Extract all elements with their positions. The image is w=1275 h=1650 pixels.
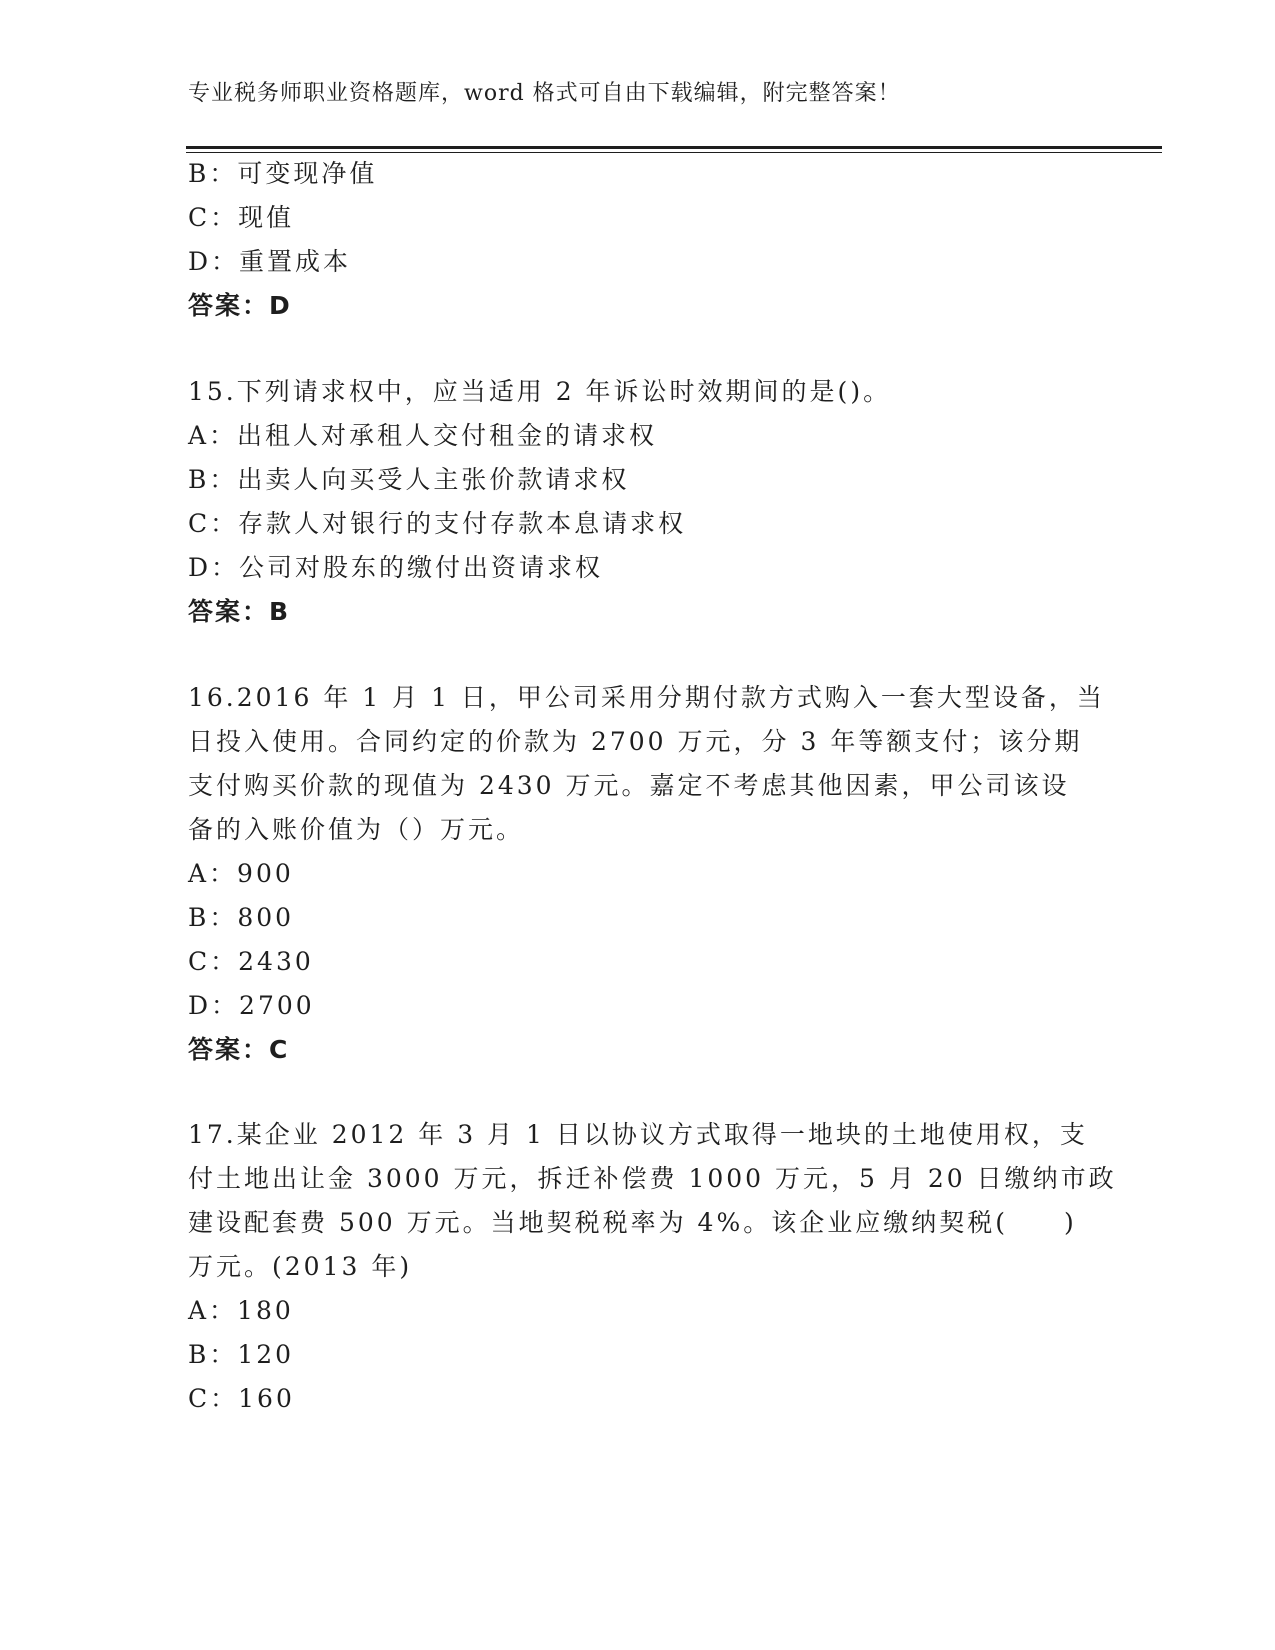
q15-option-d: D：公司对股东的缴付出资请求权 bbox=[188, 553, 604, 582]
q17-option-c: C：160 bbox=[188, 1384, 295, 1413]
q14-option-c: C：现值 bbox=[188, 203, 295, 232]
q16-option-a: A：900 bbox=[188, 859, 294, 888]
q16-stem-line-3: 支付购买价款的现值为 2430 万元。嘉定不考虑其他因素，甲公司该设 bbox=[188, 771, 1070, 800]
q16-option-d: D：2700 bbox=[188, 991, 315, 1020]
q14-answer: 答案：D bbox=[188, 291, 292, 320]
q17-stem-line-2: 付土地出让金 3000 万元，拆迁补偿费 1000 万元，5 月 20 日缴纳市政 bbox=[188, 1164, 1117, 1193]
q17-option-b: B：120 bbox=[188, 1340, 295, 1369]
q14-option-b: B：可变现净值 bbox=[188, 159, 378, 188]
q15-option-a: A：出租人对承租人交付租金的请求权 bbox=[188, 421, 658, 450]
q16-stem-line-2: 日投入使用。合同约定的价款为 2700 万元，分 3 年等额支付；该分期 bbox=[188, 727, 1083, 756]
page-header: 专业税务师职业资格题库，word 格式可自由下载编辑，附完整答案！ bbox=[188, 81, 901, 106]
q15-stem: 15.下列请求权中，应当适用 2 年诉讼时效期间的是()。 bbox=[188, 377, 892, 406]
q16-answer: 答案：C bbox=[188, 1035, 290, 1064]
q16-option-c: C：2430 bbox=[188, 947, 314, 976]
header-rule-thick bbox=[186, 146, 1162, 149]
q17-stem-line-1: 17.某企业 2012 年 3 月 1 日以协议方式取得一地块的土地使用权，支 bbox=[188, 1120, 1088, 1149]
q15-option-b: B：出卖人向买受人主张价款请求权 bbox=[188, 465, 630, 494]
q16-stem-line-1: 16.2016 年 1 月 1 日，甲公司采用分期付款方式购入一套大型设备，当 bbox=[188, 683, 1105, 712]
q17-stem-line-3: 建设配套费 500 万元。当地契税税率为 4%。该企业应缴纳契税( ) bbox=[188, 1208, 1077, 1237]
q15-answer: 答案：B bbox=[188, 597, 291, 626]
q17-stem-line-4: 万元。(2013 年) bbox=[188, 1252, 413, 1281]
q16-option-b: B：800 bbox=[188, 903, 295, 932]
header-rule-thin bbox=[186, 152, 1162, 153]
q14-option-d: D：重置成本 bbox=[188, 247, 352, 276]
q15-option-c: C：存款人对银行的支付存款本息请求权 bbox=[188, 509, 687, 538]
q16-stem-line-4: 备的入账价值为（）万元。 bbox=[188, 815, 525, 844]
q17-option-a: A：180 bbox=[188, 1296, 294, 1325]
